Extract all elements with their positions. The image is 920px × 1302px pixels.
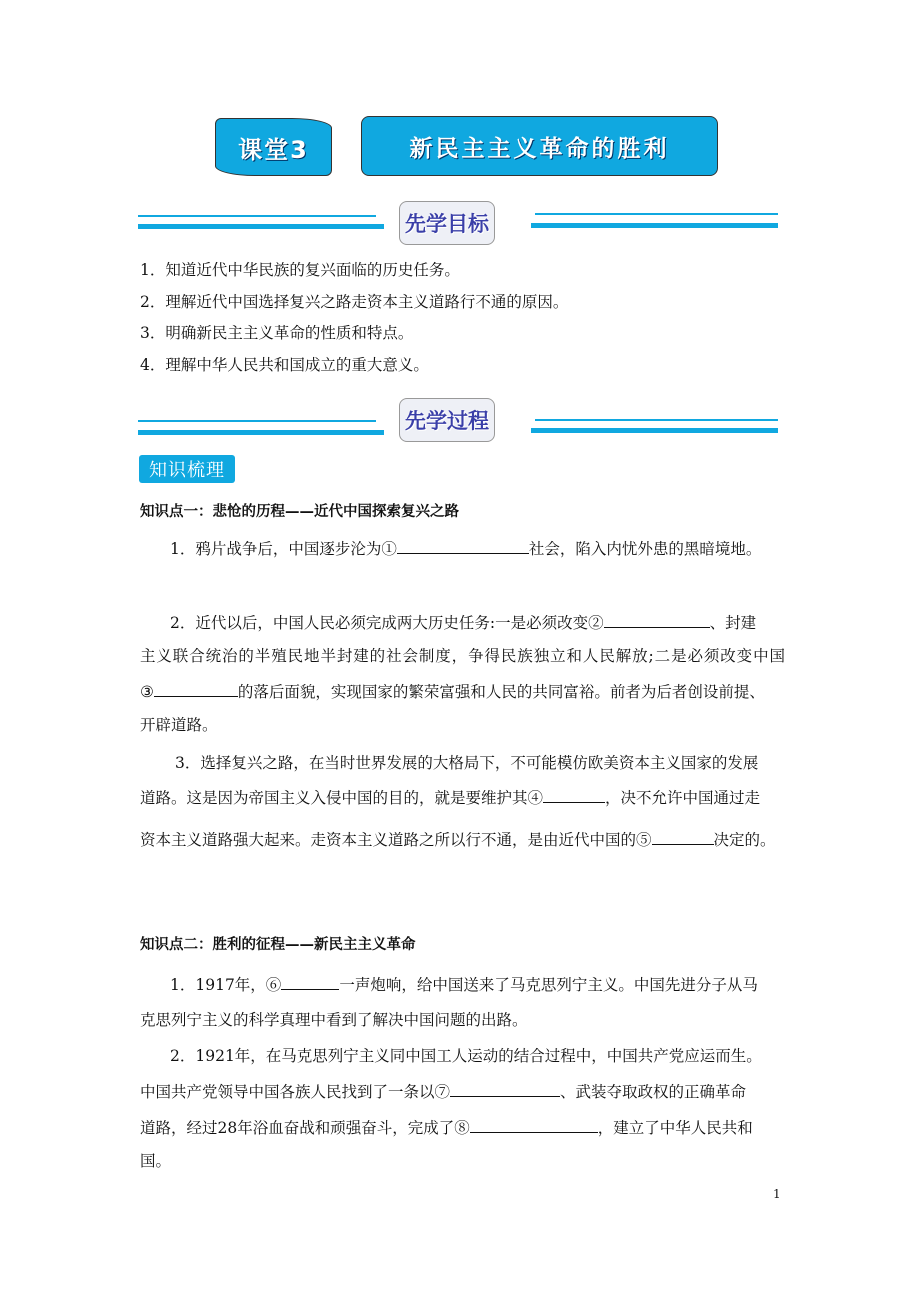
page-number: 1: [773, 1187, 781, 1201]
text-line: [140, 787, 785, 808]
text: ，决不允许中国通过走: [605, 789, 761, 807]
text-line: 克思列宁主义的科学真理中看到了解决中国问题的出路。: [140, 1011, 528, 1029]
blank-4[interactable]: [543, 787, 605, 803]
kp1-heading: 知识点一：悲怆的历程——近代中国探索复兴之路: [140, 504, 459, 520]
text: ③: [140, 683, 154, 701]
blank-7[interactable]: [450, 1081, 560, 1097]
objective-item: 2．理解近代中国选择复兴之路走资本主义道路行不通的原因。: [140, 293, 569, 311]
blank-6[interactable]: [281, 974, 339, 990]
lesson-title: 新民主主义革命的胜利: [361, 116, 718, 176]
divider: [138, 215, 376, 217]
text-line: 主义联合统治的半殖民地半封建的社会制度，争得民族独立和人民解放;二是必须改变中国: [140, 647, 785, 665]
text: 、封建: [709, 614, 757, 632]
blank-5[interactable]: [652, 829, 714, 845]
text-line: [140, 829, 785, 850]
text: 资本主义道路强大起来。走资本主义道路之所以行不通，是由近代中国的⑤: [140, 831, 652, 849]
kp1-p1: [170, 538, 815, 559]
blank-3[interactable]: [154, 681, 238, 697]
divider: [535, 213, 778, 215]
divider: [138, 420, 376, 422]
text: 决定的。: [713, 831, 776, 849]
knowledge-tag: 知识梳理: [139, 455, 235, 483]
text: 一声炮响，给中国送来了马克思列宁主义。中国先进分子从马: [339, 976, 758, 994]
text-line: [140, 1081, 785, 1102]
kp1-p2: [170, 612, 815, 633]
objective-item: 4．理解中华人民共和国成立的重大意义。: [140, 356, 429, 374]
text: 道路。这是因为帝国主义入侵中国的目的，就是要维护其④: [140, 789, 544, 807]
process-badge: 先学过程: [399, 398, 495, 442]
objective-item: 3．明确新民主主义革命的性质和特点。: [140, 324, 414, 342]
lesson-flag: 课堂3: [215, 118, 332, 176]
text-line: 国。: [140, 1152, 172, 1170]
text-line: 开辟道路。: [140, 716, 218, 734]
blank-1[interactable]: [397, 538, 529, 554]
text-line: 2．1921年，在马克思列宁主义同中国工人运动的结合过程中，中国共产党应运而生。: [170, 1047, 762, 1065]
blank-8[interactable]: [470, 1117, 598, 1133]
divider: [531, 223, 778, 228]
kp2-heading: 知识点二：胜利的征程——新民主主义革命: [140, 937, 416, 953]
text: 道路，经过28年浴血奋战和顽强奋斗，完成了⑧: [140, 1119, 470, 1137]
text-line: [170, 974, 815, 995]
text: 1．鸦片战争后，中国逐步沦为①: [170, 540, 397, 558]
text: 1．1917年，⑥: [170, 976, 282, 994]
text: 、武装夺取政权的正确革命: [560, 1083, 747, 1101]
divider: [138, 430, 384, 435]
text: ，建立了中华人民共和: [597, 1119, 753, 1137]
blank-2[interactable]: [604, 612, 710, 628]
text: 2．近代以后，中国人民必须完成两大历史任务:一是必须改变②: [170, 614, 604, 632]
text-line: [140, 681, 785, 702]
divider: [138, 224, 384, 229]
text: 的落后面貌，实现国家的繁荣富强和人民的共同富裕。前者为后者创设前提、: [237, 683, 765, 701]
text-line: 3．选择复兴之路，在当时世界发展的大格局下，不可能模仿欧美资本主义国家的发展: [175, 754, 759, 772]
text-line: [140, 1117, 785, 1138]
divider: [535, 419, 778, 421]
objectives-badge: 先学目标: [399, 201, 495, 245]
divider: [531, 428, 778, 433]
objective-item: 1．知道近代中华民族的复兴面临的历史任务。: [140, 261, 460, 279]
text: 中国共产党领导中国各族人民找到了一条以⑦: [140, 1083, 451, 1101]
text: 社会，陷入内忧外患的黑暗境地。: [528, 540, 762, 558]
